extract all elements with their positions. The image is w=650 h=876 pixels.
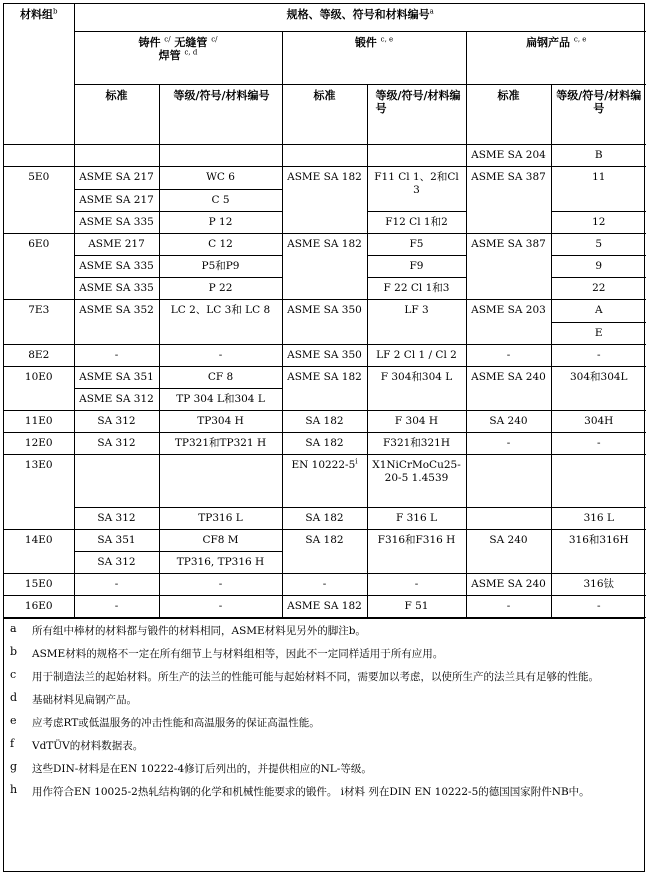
header-spec-title: 规格、等级、符号和材料编号$^a$ bbox=[74, 4, 646, 31]
flat-grade: 22 bbox=[551, 277, 646, 299]
forge-standard: ASME SA 182 bbox=[282, 366, 367, 410]
flat-standard: ASME SA 240 bbox=[466, 573, 551, 595]
footnote-text: ASME材料的规格不一定在所有细节上与材料组相等，因此不一定同样适用于所有应用。 bbox=[32, 647, 444, 660]
flat-grade: 304H bbox=[551, 410, 646, 432]
flat-grade: 316 L bbox=[551, 507, 646, 529]
cast-grade: TP316, TP316 H bbox=[159, 551, 282, 573]
document-page bbox=[3, 3, 645, 872]
forge-grade: - bbox=[367, 573, 466, 595]
footnote bbox=[10, 713, 638, 730]
footnote bbox=[10, 621, 638, 638]
flat-grade: - bbox=[551, 344, 646, 366]
footnote-key: b bbox=[10, 644, 18, 658]
cast-standard: SA 312 bbox=[74, 432, 159, 454]
cast-standard bbox=[74, 454, 159, 507]
group-cell: 15E0 bbox=[4, 573, 74, 595]
footnote-key: c bbox=[10, 667, 17, 681]
footnote-text: 用于制造法兰的起始材料。所生产的法兰的性能可能与起始材料不同，需要加以考虑，以使所生产的法兰具有足够的性能。 bbox=[32, 670, 599, 683]
flat-standard bbox=[466, 507, 551, 529]
cast-grade: C 12 bbox=[159, 233, 282, 255]
group-cell: 11E0 bbox=[4, 410, 74, 432]
cast-standard: SA 312 bbox=[74, 551, 159, 573]
flat-grade: - bbox=[551, 432, 646, 454]
footnote-key: a bbox=[10, 621, 17, 635]
flat-grade bbox=[551, 454, 646, 507]
footnote bbox=[10, 690, 638, 707]
cast-grade: CF 8 bbox=[159, 366, 282, 388]
flat-standard: - bbox=[466, 595, 551, 617]
cast-grade bbox=[159, 144, 282, 166]
cast-grade: P5和P9 bbox=[159, 255, 282, 277]
flat-grade: 12 bbox=[551, 211, 646, 233]
cast-grade: C 5 bbox=[159, 189, 282, 211]
flat-grade: 11 bbox=[551, 166, 646, 211]
forge-standard: SA 182 bbox=[282, 432, 367, 454]
group-cell: 6E0 bbox=[4, 233, 74, 299]
cast-grade: P 12 bbox=[159, 211, 282, 233]
flat-grade: 316钛 bbox=[551, 573, 646, 595]
cast-grade: TP321和TP321 H bbox=[159, 432, 282, 454]
forge-grade: LF 2 Cl 1 / Cl 2 bbox=[367, 344, 466, 366]
flat-grade: B bbox=[551, 144, 646, 166]
forge-standard: ASME SA 182 bbox=[282, 595, 367, 617]
cast-grade bbox=[159, 454, 282, 507]
group-cell: 16E0 bbox=[4, 595, 74, 617]
footnote bbox=[10, 759, 638, 776]
cast-grade: - bbox=[159, 595, 282, 617]
header-grade: 等级/符号/材料编号 bbox=[159, 84, 282, 144]
cast-standard: ASME SA 351 bbox=[74, 366, 159, 388]
forge-standard: ASME SA 182 bbox=[282, 166, 367, 233]
footnotes bbox=[4, 618, 644, 799]
forge-grade bbox=[367, 144, 466, 166]
forge-grade: F 51 bbox=[367, 595, 466, 617]
header-flat-products: 扁钢产品 $^{c, e}$ bbox=[466, 31, 646, 84]
flat-standard: - bbox=[466, 432, 551, 454]
flat-standard: ASME SA 387 bbox=[466, 166, 551, 233]
cast-standard: ASME SA 217 bbox=[74, 166, 159, 189]
group-cell: 7E3 bbox=[4, 299, 74, 344]
footnote-text: 这些DIN-材料是在EN 10222-4修订后列出的，并提供相应的NL-等级。 bbox=[32, 762, 372, 775]
cast-standard: ASME SA 312 bbox=[74, 388, 159, 410]
footnote-ref: i bbox=[355, 457, 358, 465]
cast-grade: TP 304 L和304 L bbox=[159, 388, 282, 410]
cast-grade: CF8 M bbox=[159, 529, 282, 551]
group-cell: 13E0 bbox=[4, 454, 74, 529]
cast-standard: - bbox=[74, 595, 159, 617]
cast-standard: SA 351 bbox=[74, 529, 159, 551]
cast-grade: - bbox=[159, 573, 282, 595]
forge-grade: F5 bbox=[367, 233, 466, 255]
cast-standard: ASME 217 bbox=[74, 233, 159, 255]
footnote-key: h bbox=[10, 782, 18, 796]
flat-standard: SA 240 bbox=[466, 529, 551, 573]
header-grade: 等级/符号/材料编号 bbox=[551, 84, 646, 144]
group-cell: 8E2 bbox=[4, 344, 74, 366]
flat-grade: 316和316H bbox=[551, 529, 646, 573]
forge-standard: ASME SA 350 bbox=[282, 344, 367, 366]
forge-standard: SA 182 bbox=[282, 507, 367, 529]
header-standard: 标准 bbox=[282, 84, 367, 144]
cast-grade: TP316 L bbox=[159, 507, 282, 529]
footnote bbox=[10, 736, 638, 753]
header-grade: 等级/符号/材料编号 bbox=[367, 84, 466, 144]
materials-table bbox=[4, 4, 646, 618]
flat-grade: 9 bbox=[551, 255, 646, 277]
footnote bbox=[10, 644, 638, 661]
forge-grade: F11 Cl 1、2和Cl 3 bbox=[367, 166, 466, 211]
cast-grade: TP304 H bbox=[159, 410, 282, 432]
forge-standard: SA 182 bbox=[282, 410, 367, 432]
group-cell: 5E0 bbox=[4, 166, 74, 233]
footnote-key: d bbox=[10, 690, 18, 704]
header-standard: 标准 bbox=[74, 84, 159, 144]
group-cell: 14E0 bbox=[4, 529, 74, 573]
cast-grade: LC 2、LC 3和 LC 8 bbox=[159, 299, 282, 344]
header-castings: 铸件 $^{c/}$ 无缝管 $^{c/}$ 焊管 $^{c, d}$ bbox=[74, 31, 282, 84]
footnote-key: f bbox=[10, 736, 15, 750]
flat-grade: E bbox=[551, 322, 646, 344]
forge-grade: LF 3 bbox=[367, 299, 466, 344]
footnote-text: 所有组中棒材的材料都与锻件的材料相同，ASME材料见另外的脚注b。 bbox=[32, 624, 366, 637]
forge-standard: ASME SA 182 bbox=[282, 233, 367, 299]
cast-standard: ASME SA 335 bbox=[74, 211, 159, 233]
flat-standard: ASME SA 240 bbox=[466, 366, 551, 410]
forge-grade: F 316 L bbox=[367, 507, 466, 529]
cast-standard: SA 312 bbox=[74, 410, 159, 432]
forge-grade: F 304 H bbox=[367, 410, 466, 432]
cast-grade: WC 6 bbox=[159, 166, 282, 189]
flat-standard: ASME SA 203 bbox=[466, 299, 551, 344]
forge-standard: EN 10222-5$^i$ bbox=[282, 454, 367, 507]
forge-grade: F9 bbox=[367, 255, 466, 277]
forge-standard bbox=[282, 144, 367, 166]
forge-standard: ASME SA 350 bbox=[282, 299, 367, 344]
flat-grade: - bbox=[551, 595, 646, 617]
cast-standard: - bbox=[74, 344, 159, 366]
forge-grade: F 22 Cl 1和3 bbox=[367, 277, 466, 299]
cast-standard: - bbox=[74, 573, 159, 595]
cast-standard: ASME SA 217 bbox=[74, 189, 159, 211]
header-forgings: 锻件 $^{c, e}$ bbox=[282, 31, 466, 84]
flat-standard: ASME SA 387 bbox=[466, 233, 551, 299]
flat-standard: - bbox=[466, 344, 551, 366]
cast-grade: - bbox=[159, 344, 282, 366]
flat-standard: ASME SA 204 bbox=[466, 144, 551, 166]
footnote-text: 应考虑RT或低温服务的冲击性能和高温服务的保证高温性能。 bbox=[32, 716, 320, 729]
group-cell: 10E0 bbox=[4, 366, 74, 410]
flat-standard bbox=[466, 454, 551, 507]
forge-standard: - bbox=[282, 573, 367, 595]
forge-grade: F316和F316 H bbox=[367, 529, 466, 573]
cast-standard: ASME SA 335 bbox=[74, 277, 159, 299]
flat-standard: SA 240 bbox=[466, 410, 551, 432]
forge-grade: F 304和304 L bbox=[367, 366, 466, 410]
footnote-key: g bbox=[10, 759, 18, 773]
cast-standard: ASME SA 352 bbox=[74, 299, 159, 344]
footnote-text: 基础材料见扁钢产品。 bbox=[32, 693, 137, 706]
forge-grade: F12 Cl 1和2 bbox=[367, 211, 466, 233]
header-standard: 标准 bbox=[466, 84, 551, 144]
header-material-group: 材料组$^b$ bbox=[4, 4, 74, 144]
footnote-text: 用作符合EN 10025-2热轧结构钢的化学和机械性能要求的锻件。 i材料 列在DIN EN 10222-5的德国国家附件NB中。 bbox=[32, 785, 590, 798]
forge-grade: X1NiCrMoCu25-20-5 1.4539 bbox=[367, 454, 466, 507]
flat-grade: A bbox=[551, 299, 646, 322]
flat-grade: 304和304L bbox=[551, 366, 646, 410]
flat-grade: 5 bbox=[551, 233, 646, 255]
footnote-key: e bbox=[10, 713, 17, 727]
cast-grade: P 22 bbox=[159, 277, 282, 299]
footnote-text: VdTÜV的材料数据表。 bbox=[32, 739, 144, 752]
group-cell bbox=[4, 144, 74, 166]
footnote bbox=[10, 667, 638, 684]
cast-standard: SA 312 bbox=[74, 507, 159, 529]
group-cell: 12E0 bbox=[4, 432, 74, 454]
forge-standard: SA 182 bbox=[282, 529, 367, 573]
cast-standard: ASME SA 335 bbox=[74, 255, 159, 277]
cast-standard bbox=[74, 144, 159, 166]
footnote bbox=[10, 782, 638, 799]
forge-grade: F321和321H bbox=[367, 432, 466, 454]
